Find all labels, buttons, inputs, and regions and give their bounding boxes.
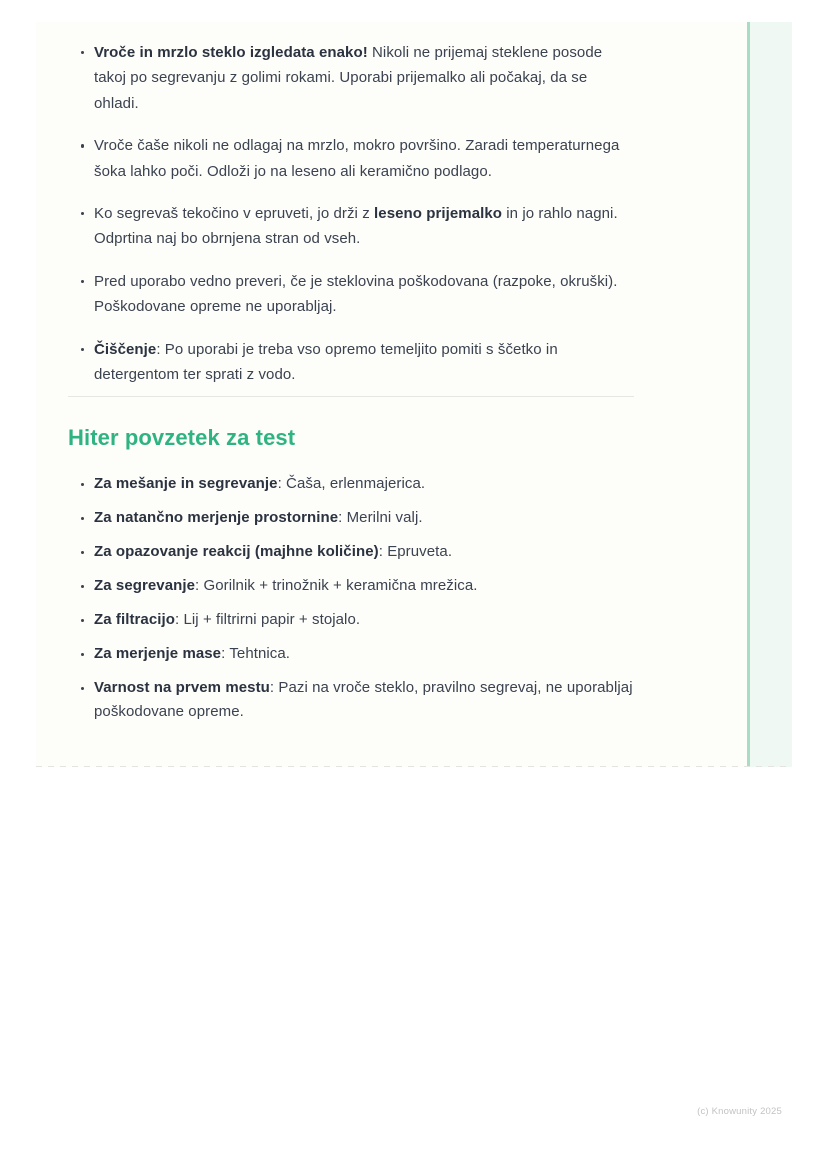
list-item xyxy=(68,540,634,564)
list-item-lead: Varnost na prvem mestu xyxy=(94,679,270,696)
copyright-text: (c) Knowunity 2025 xyxy=(697,1106,782,1117)
list-item-lead: Za natančno merjenje prostornine xyxy=(94,509,339,526)
list-item-text: Nikoli ne prijemaj steklene posode takoj po segrevanju z golimi rokami. Uporabi prijemalko ali počakaj, da se ohladi. xyxy=(94,44,603,112)
list-item xyxy=(68,676,634,724)
list-item-text: : Epruveta. xyxy=(378,543,453,560)
list-item-text: : Po uporabi je treba vso opremo temeljito pomiti s ščetko in detergentom ter sprati z vodo. xyxy=(94,340,558,384)
list-item-text: Vroče čaše nikoli ne odlagaj na mrzlo, mokro površino. Zaradi temperaturnega šoka lahko poči. Odloži jo na leseno ali keramično podlago. xyxy=(94,137,620,180)
list-item xyxy=(68,574,634,598)
list-item-lead: Za filtracijo xyxy=(94,611,175,628)
list-item xyxy=(68,269,634,320)
list-item xyxy=(68,472,634,496)
list-item xyxy=(68,40,634,116)
page-break-divider xyxy=(36,766,792,767)
list-item-lead: Za opazovanje reakcij (majhne količine) xyxy=(94,543,379,560)
list-item-text: Pred uporabo vedno preveri, če je steklovina poškodovana (razpoke, okruški). Poškodovane opreme ne uporabljaj. xyxy=(94,272,618,316)
list-item-text-pre: Ko segrevaš tekočino v epruveti, jo drži z xyxy=(94,205,375,223)
list-item xyxy=(68,133,634,184)
summary-heading: Hiter povzetek za test xyxy=(68,425,296,450)
list-item-lead: Čiščenje xyxy=(94,340,157,358)
list-item-text: : Čaša, erlenmajerica. xyxy=(277,475,426,492)
list-item-text: : Pazi na vroče steklo, pravilno segrevaj, ne uporabljaj poškodovane opreme. xyxy=(94,679,633,720)
list-item-text: : Merilni valj. xyxy=(338,509,423,526)
list-item-lead: Za mešanje in segrevanje xyxy=(94,475,278,492)
safety-section xyxy=(68,40,634,404)
list-item-emphasis: leseno prijemalko xyxy=(374,205,503,223)
section-divider xyxy=(68,396,634,397)
list-item xyxy=(68,642,634,666)
list-item-lead: Za merjenje mase xyxy=(94,645,222,662)
list-item xyxy=(68,337,634,388)
list-item-text-post: in jo rahlo nagni. Odprtina naj bo obrnjena stran od vseh. xyxy=(94,205,618,248)
side-panel xyxy=(750,22,792,767)
safety-list xyxy=(68,40,634,387)
list-item-lead: Za segrevanje xyxy=(94,577,196,594)
list-item xyxy=(68,608,634,632)
summary-section xyxy=(68,424,634,734)
list-item-lead: Vroče in mrzlo steklo izgledata enako! xyxy=(94,44,368,61)
summary-list xyxy=(68,472,634,724)
list-item-text: : Gorilnik + trinožnik + keramična mrežica. xyxy=(195,577,478,594)
list-item-text: : Tehtnica. xyxy=(221,645,291,662)
list-item-text: : Lij + filtrirni papir + stojalo. xyxy=(175,611,361,628)
page-footer xyxy=(0,1101,828,1119)
list-item xyxy=(68,201,634,252)
list-item xyxy=(68,506,634,530)
